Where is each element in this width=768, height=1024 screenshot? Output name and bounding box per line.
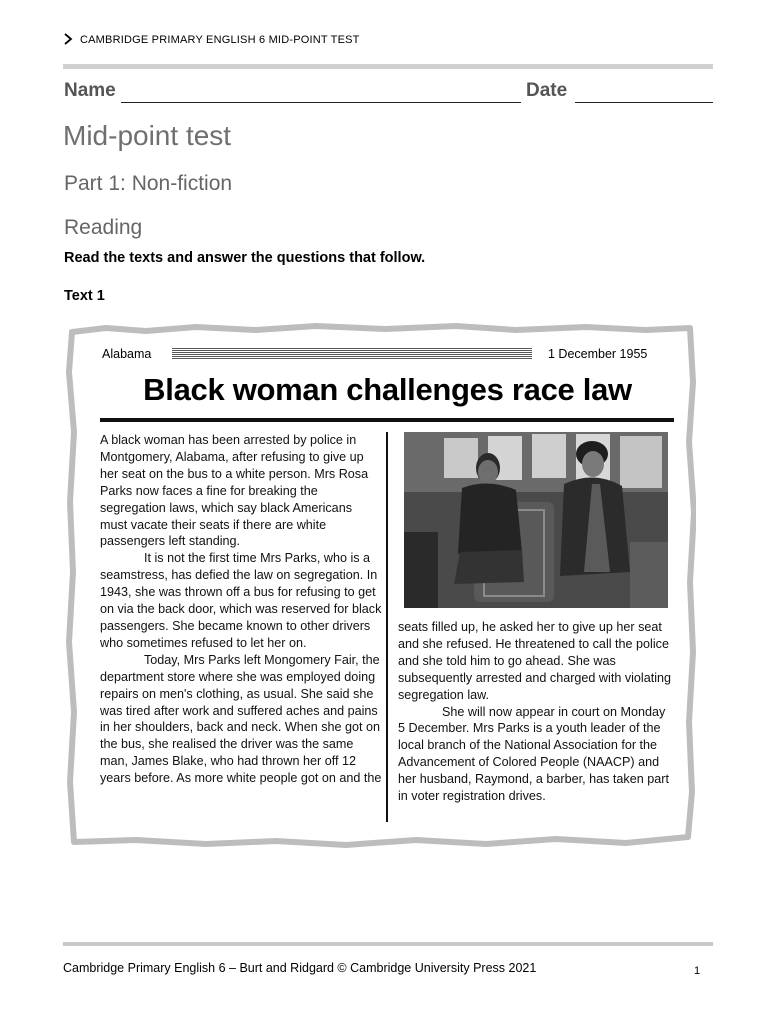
newspaper-date: 1 December 1955 <box>548 347 648 361</box>
footer-rule <box>63 942 713 946</box>
article-right-column <box>398 619 674 805</box>
article-paragraph: A black woman has been arrested by police in Montgomery, Alabama, after refusing to give up her seat on the bus to a white person. Mrs Rosa Parks now faces a fine for breaking the segregation laws, which say black Americans must vacate their seats if there are white passengers left standing. <box>100 433 369 549</box>
article-paragraph: It is not the first time Mrs Parks, who is a seamstress, has defied the law on segregation. In 1943, she was thrown off a bus for refusing to get on via the back door, which was reserved for black passengers. She became known to other drivers who sometimes refused to let her on. <box>100 551 382 650</box>
header-text: CAMBRIDGE PRIMARY ENGLISH 6 MID-POINT TEST <box>80 34 360 46</box>
newspaper-place: Alabama <box>102 347 152 361</box>
page-number: 1 <box>694 965 701 977</box>
newspaper-headline: Black woman challenges race law <box>143 372 632 407</box>
date-field[interactable] <box>575 102 713 103</box>
bus-photo <box>404 432 668 608</box>
article-paragraph: Today, Mrs Parks left Mongomery Fair, the department store where she was employed doing repairs on men's clothing, as usual. She said she was tired after work and suffered aches and pains in her shoulders, back and neck. When she got on the bus, she realised the driver was the same man, James Blake, who had thrown her off 12 years before. As more white people got on and the <box>100 652 382 786</box>
name-label: Name <box>64 80 116 101</box>
date-label: Date <box>526 80 568 101</box>
article-paragraph: She will now appear in court on Monday 5 December. Mrs Parks is a youth leader of the local branch of the National Association for the Advancement of Colored People (NAACP) and her husband, Raymond, a barber, has taken part in voter registration drives. <box>398 704 669 804</box>
header-breadcrumb <box>62 33 360 46</box>
chevron-right-icon <box>62 33 74 45</box>
masthead-stripes <box>172 348 532 360</box>
column-divider <box>386 432 388 822</box>
article-left-column <box>100 432 382 787</box>
text-label: Text 1 <box>64 288 105 304</box>
footer-credit: Cambridge Primary English 6 – Burt and Ridgard © Cambridge University Press 2021 <box>63 961 537 975</box>
instruction-text: Read the texts and answer the questions that follow. <box>64 250 426 266</box>
name-field[interactable] <box>121 102 521 103</box>
header-rule <box>63 64 713 69</box>
section-heading: Reading <box>64 216 143 239</box>
page-title: Mid-point test <box>63 120 232 151</box>
article-paragraph: seats filled up, he asked her to give up her seat and she refused. He threatened to call the police and she told him to go ahead. She was subsequently arrested and charged with violating segregation law. <box>398 620 672 702</box>
part-heading: Part 1: Non-fiction <box>64 172 233 195</box>
headline-rule <box>100 418 674 422</box>
